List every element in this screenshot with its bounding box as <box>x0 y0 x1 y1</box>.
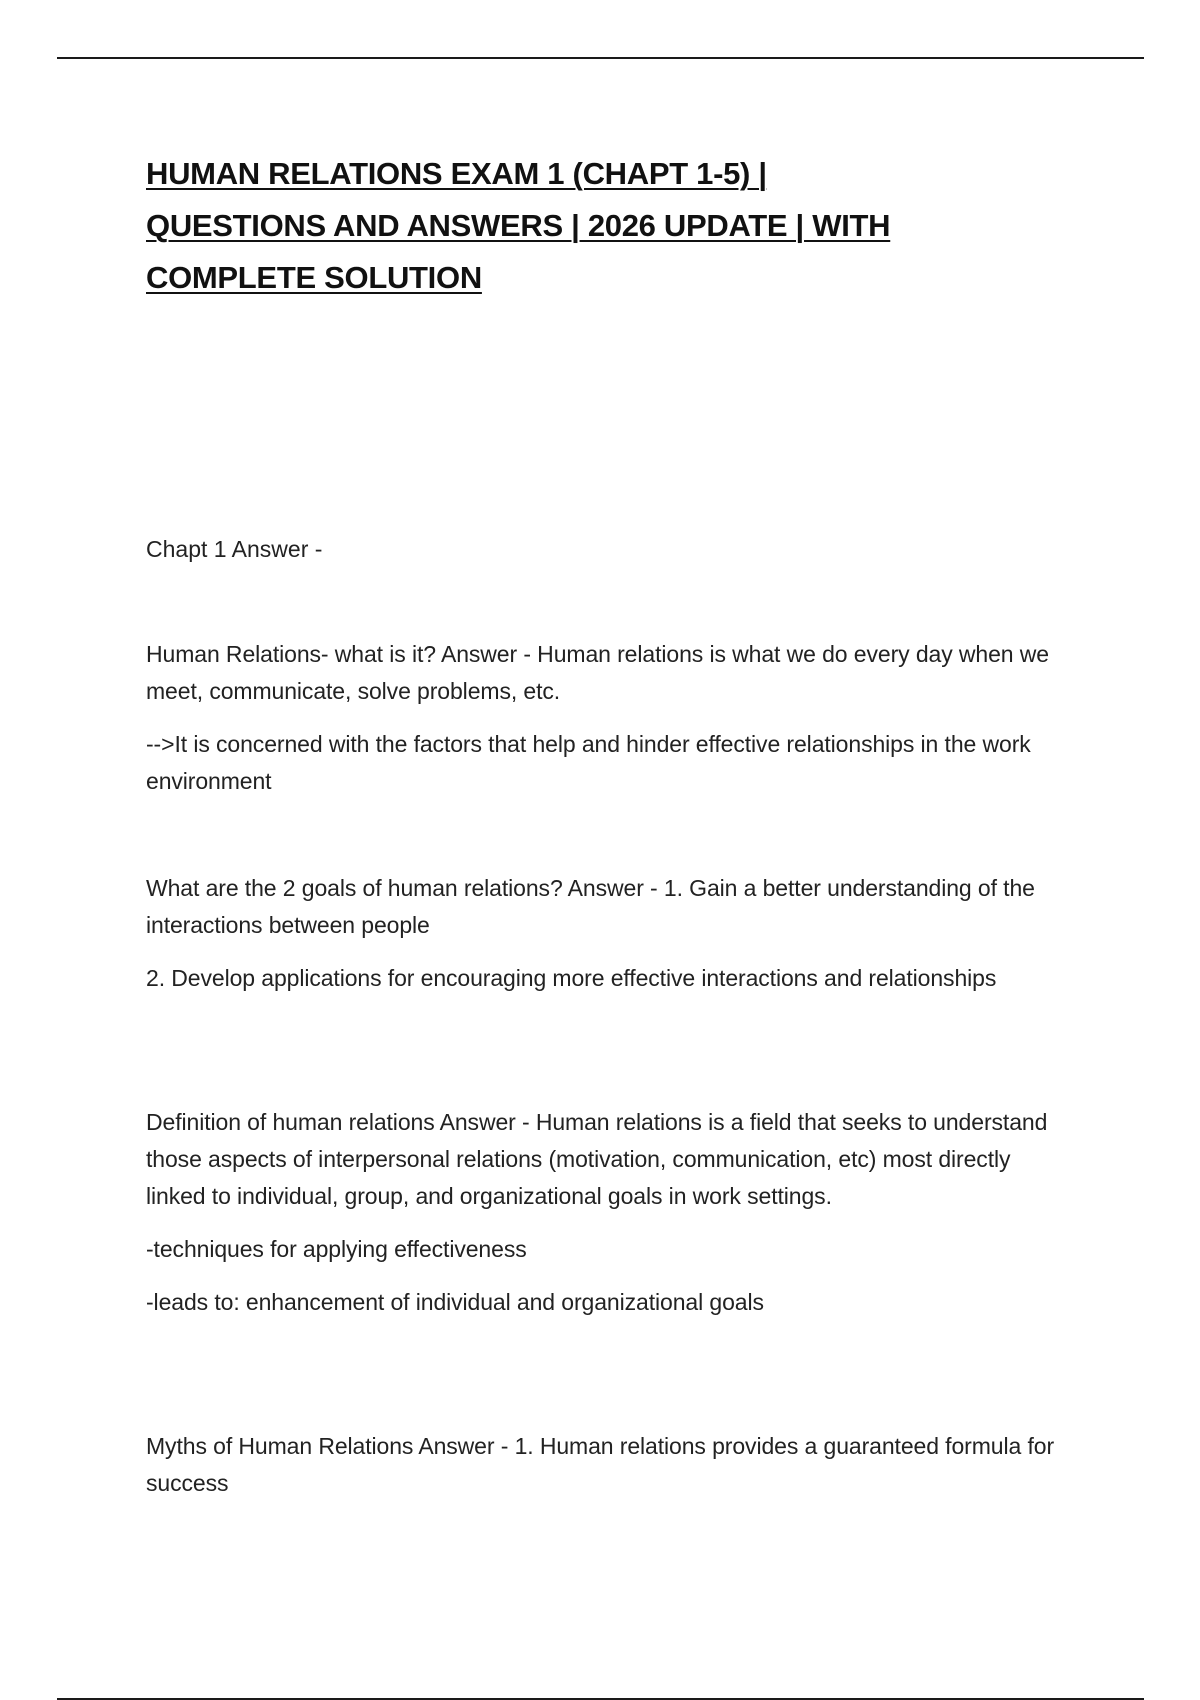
section-label: Chapt 1 Answer - <box>146 536 323 562</box>
title-line-1: HUMAN RELATIONS EXAM 1 (CHAPT 1-5) | <box>146 156 767 191</box>
qa-detail: 2. Develop applications for encouraging more effective interactions and relationships <box>146 965 997 991</box>
top-divider <box>57 57 1144 59</box>
title-line-3: COMPLETE SOLUTION <box>146 260 482 295</box>
qa-detail: -leads to: enhancement of individual and organizational goals <box>146 1289 764 1315</box>
qa-question-answer: What are the 2 goals of human relations? Answer - 1. Gain a better understanding of the interactions between people <box>146 875 1035 938</box>
qa-question-answer: Myths of Human Relations Answer - 1. Human relations provides a guaranteed formula for success <box>146 1433 1055 1496</box>
qa-entry-myths <box>146 1428 1076 1518</box>
qa-question-answer: Human Relations- what is it? Answer - Human relations is what we do every day when we meet, communicate, solve problems, etc. <box>146 641 1049 704</box>
document-title <box>146 148 1076 304</box>
qa-detail: -techniques for applying effectiveness <box>146 1236 527 1262</box>
title-line-2: QUESTIONS AND ANSWERS | 2026 UPDATE | WITH <box>146 208 891 243</box>
qa-question-answer: Definition of human relations Answer - Human relations is a field that seeks to understand those aspects of interpersonal relations (motivation, communication, etc) most directly linked to individual, group, and organizational goals in work settings. <box>146 1109 1048 1209</box>
qa-entry-goals <box>146 870 1076 1013</box>
qa-detail: -->It is concerned with the factors that help and hinder effective relationships in the work environment <box>146 731 1031 794</box>
page-content <box>146 148 1076 1496</box>
qa-entry-human-relations <box>146 636 1076 816</box>
qa-entry-definition <box>146 1104 1076 1337</box>
